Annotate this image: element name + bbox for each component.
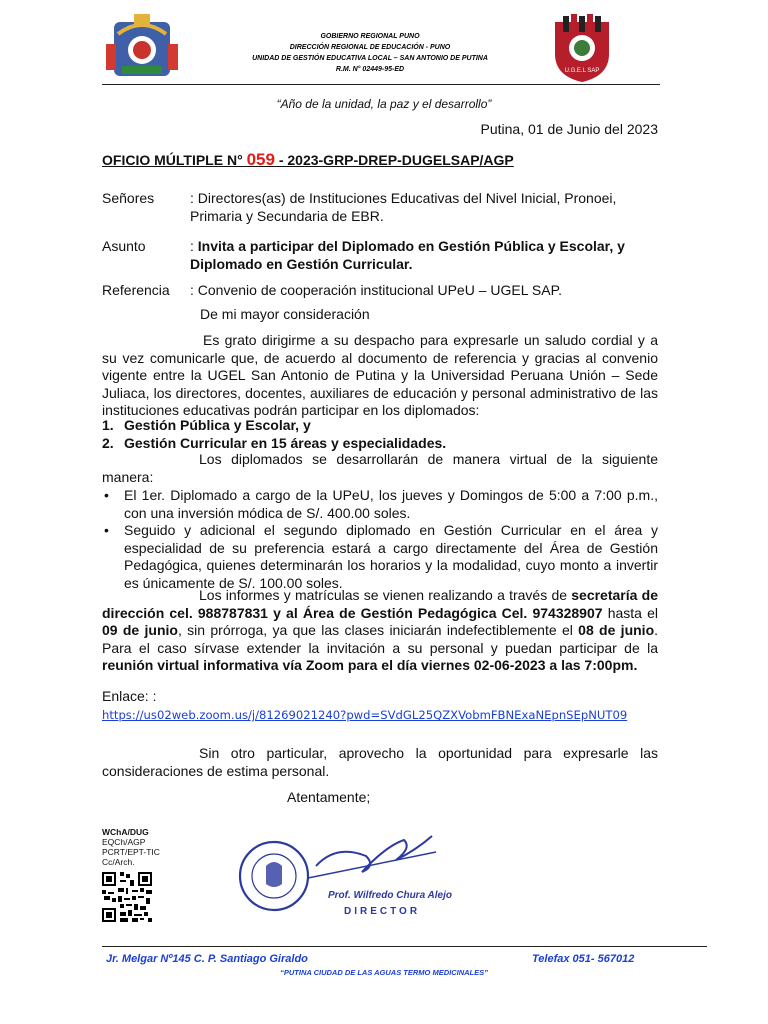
senores-label: Señores [102, 190, 155, 206]
list-item [102, 435, 658, 453]
initials-line: EQCh/AGP [102, 837, 146, 847]
paragraph-closing: Sin otro particular, aprovecho la oportunidad para expresarle las consideraciones de estima personal. [102, 745, 658, 779]
list-number: 2. [102, 434, 114, 451]
footer-divider [102, 946, 707, 947]
gobierno-regional-puno-logo [104, 14, 180, 82]
initials-block [102, 827, 160, 867]
zoom-meeting-link[interactable]: https://us02web.zoom.us/j/81269021240?pwd=SVdGL25QZXVobmFBNExaNEpnSEpNUT09 [102, 708, 628, 722]
initials-line: WChA/DUG [102, 827, 149, 837]
paragraph-intro: Es grato dirigirme a su despacho para expresarle un saludo cordial y a su vez comunicarle que, de acuerdo al documento de referencia y gracias al convenio vigente entre la UGEL San Antonio de Putina y la Universidad Peruana Unión – Sede Juliaca, los directores, docentes, auxiliares de educación y personal administrativo de las instituciones educativas podrán participar en los diplomados: [102, 332, 658, 419]
text-run: . Para el caso sírvase extender la invitación a su personal y puedan participar de la [102, 622, 659, 656]
header-line-2: DIRECCIÓN REGIONAL DE EDUCACIÓN - PUNO [289, 44, 451, 51]
initials-line: Cc/Arch. [102, 857, 135, 867]
oficio-title [102, 150, 514, 170]
place-date: Putina, 01 de Junio del 2023 [480, 121, 658, 137]
enlace-label: Enlace: : [102, 688, 157, 704]
referencia-label: Referencia [102, 282, 170, 298]
start-date: 08 de junio [578, 622, 655, 639]
referencia-value: : Convenio de cooperación institucional UPeU – UGEL SAP. [190, 282, 562, 298]
footer-address: Jr. Melgar Nº145 C. P. Santiago Giraldo [106, 953, 308, 965]
bullet-icon: • [104, 522, 109, 539]
list-item [102, 522, 658, 592]
asunto-colon: : [190, 238, 198, 254]
farewell: Atentamente; [287, 789, 371, 805]
initials-line: PCRT/EPT-TIC [102, 847, 160, 857]
signatory-role: DIRECTOR [344, 906, 421, 917]
list-text: Gestión Curricular en 15 áreas y especialidades. [124, 434, 447, 451]
list-item [102, 417, 658, 435]
header-line-3: UNIDAD DE GESTIÓN EDUCATIVA LOCAL – SAN ANTONIO DE PUTINA [252, 55, 488, 62]
text-run: , sin prórroga, ya que las clases iniciarán indefectiblemente el [177, 622, 579, 639]
bullet-icon: • [104, 487, 109, 503]
oficio-suffix: - 2023-GRP-DREP-DUGELSAP/AGP [274, 152, 514, 168]
text-run: Los informes y matrículas se vienen realizando a través de [199, 587, 572, 603]
header-line-4: R.M. N° 02449-95-ED [335, 66, 405, 73]
paragraph-registration [102, 587, 658, 675]
asunto-label: Asunto [102, 238, 146, 254]
bullet-text: Seguido y adicional el segundo diplomado en Gestión Curricular en el área y especialidad de su preferencia estará a cargo directamente del Área de Gestión Pedagógica, quienes determinarán los horarios y la modalidad, cuyo monto a invertir es únicamente de S/. 100.00 soles. [124, 522, 658, 591]
asunto-value-wrap [190, 237, 658, 273]
ugel-logo-text: U.G.E.L SAP [564, 68, 600, 74]
diplomados-list [102, 417, 658, 452]
ugel-sap-logo [551, 14, 613, 84]
contact-phones: secretaría de dirección cel. 988787831 y al Área de Gestión Pedagógica Cel. 974328907 [102, 587, 658, 621]
asunto-value: Invita a participar del Diplomado en Gestión Pública y Escolar, y Diplomado en Gestión Curricular. [190, 238, 625, 272]
qr-code-icon [102, 872, 152, 922]
signatory-name: Prof. Wilfredo Chura Alejo [328, 890, 452, 901]
oficio-number: 059 [246, 150, 275, 169]
list-item [102, 487, 658, 522]
deadline-date: 09 de junio [102, 622, 178, 639]
year-motto: “Año de la unidad, la paz y el desarrollo” [276, 97, 492, 111]
list-text: Gestión Pública y Escolar, y [124, 417, 311, 433]
greeting: De mi mayor consideración [200, 306, 370, 322]
oficio-prefix: OFICIO MÚLTIPLE N° [102, 152, 247, 168]
footer-slogan: “PUTINA CIUDAD DE LAS AGUAS TERMO MEDICINALES” [280, 968, 488, 977]
senores-value: : Directores(as) de Instituciones Educativas del Nivel Inicial, Pronoei, Primaria y Secundaria de EBR. [190, 190, 617, 224]
footer-phone: Telefax 051- 567012 [532, 953, 635, 965]
header-divider [102, 84, 660, 85]
text-run: hasta el [602, 604, 658, 621]
bullet-text: El 1er. Diplomado a cargo de la UPeU, los jueves y Domingos de 5:00 a 7:00 p.m., con una inversión módica de S/. 400.00 soles. [124, 487, 658, 521]
list-number: 1. [102, 417, 114, 433]
modality-bullets [102, 487, 658, 593]
paragraph-modality: Los diplomados se desarrollarán de manera virtual de la siguiente manera: [102, 451, 658, 485]
meeting-info: reunión virtual informativa vía Zoom para el día viernes 02-06-2023 a las 7:00pm. [102, 657, 638, 674]
header-line-1: GOBIERNO REGIONAL PUNO [320, 33, 420, 40]
